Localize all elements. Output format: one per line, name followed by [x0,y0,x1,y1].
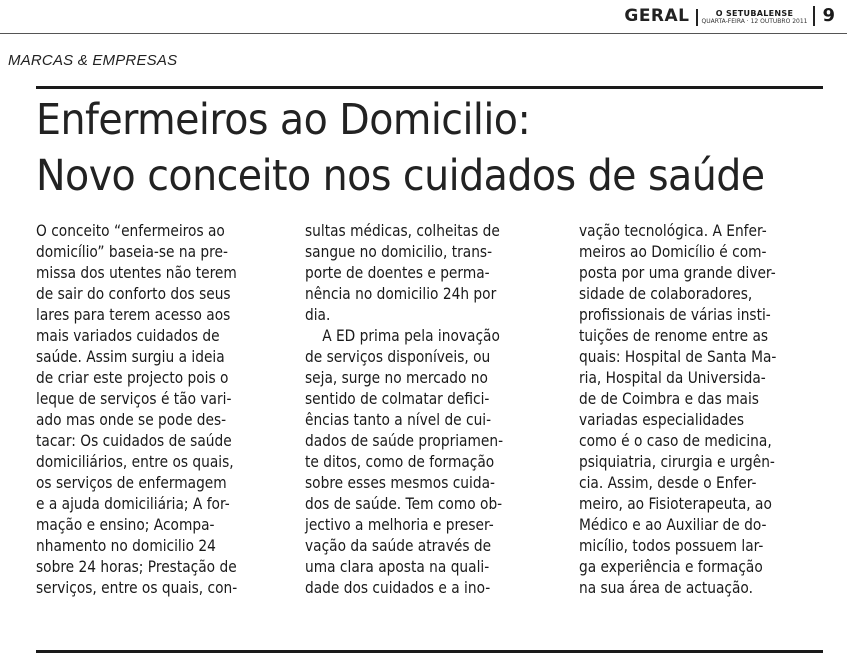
masthead [624,6,835,26]
text-line: A ED prima pela inovação [322,326,500,345]
text-line: mação e ensino; Acompa- [36,515,215,534]
text-line: sentido de colmatar defici- [305,389,490,408]
text-line: ado mas onde se pode des- [36,410,227,429]
publication-name: O SETUBALENSE [715,9,794,18]
text-line: vação tecnológica. A Enfer- [579,221,767,240]
page-number: 9 [813,6,835,26]
headline-top-rule [36,86,823,89]
headline-line-1: Enfermeiros ao Domicilio: [36,95,531,145]
text-line: variadas especialidades [579,410,745,429]
text-line: dados de saúde propriamen- [305,431,504,450]
article-bottom-rule [36,650,823,653]
text-line: e a ajuda domiciliária; A for- [36,494,230,513]
text-line: na sua área de actuação. [579,578,753,597]
text-line: te ditos, como de formação [305,452,495,471]
text-line: tacar: Os cuidados de saúde [36,431,232,450]
text-line: dia. [305,305,331,324]
text-line: psiquiatria, cirurgia e urgên- [579,452,775,471]
text-line: missa dos utentes não terem [36,263,237,282]
text-line: os serviços de enfermagem [36,473,227,492]
text-line: vação da saúde através de [305,536,492,555]
text-line: de criar este projecto pois o [36,368,229,387]
publication-date: QUARTA-FEIRA · 12 OUTUBRO 2011 [701,18,808,25]
text-line: domicílio” baseia-se na pre- [36,242,228,261]
publication-block [696,9,808,26]
text-line: lares para terem acesso aos [36,305,231,324]
text-line: cia. Assim, desde o Enfer- [579,473,757,492]
text-line: sultas médicas, colheitas de [305,221,500,240]
headline-line-2: Novo conceito nos cuidados de saúde [36,151,765,201]
header-divider [0,33,847,34]
text-line: meiro, ao Fisioterapeuta, ao [579,494,772,513]
text-line: saúde. Assim surgiu a ideia [36,347,225,366]
text-line: sobre esses mesmos cuida- [305,473,495,492]
text-line: leque de serviços é tão vari- [36,389,232,408]
text-line: micílio, todos possuem lar- [579,536,764,555]
text-line: ências tanto a nível de cui- [305,410,492,429]
text-line: seja, surge no mercado no [305,368,488,387]
text-line: domiciliários, entre os quais, [36,452,234,471]
text-line: nência no domicilio 24h por [305,284,497,303]
text-line: O conceito “enfermeiros ao [36,221,225,240]
text-line: jectivo a melhoria e preser- [305,515,494,534]
text-line: ria, Hospital da Universida- [579,368,766,387]
text-line: dos de saúde. Tem como ob- [305,494,503,513]
text-line: dade dos cuidados e a ino- [305,578,491,597]
text-line: profissionais de várias insti- [579,305,771,324]
article-column-1 [36,220,280,598]
text-line: porte de doentes e perma- [305,263,490,282]
text-line: quais: Hospital de Santa Ma- [579,347,777,366]
text-line: serviços, entre os quais, con- [36,578,238,597]
text-line: de de Coimbra e das mais [579,389,759,408]
section-name: GERAL [624,6,690,26]
text-line: mais variados cuidados de [36,326,220,345]
text-line: sobre 24 horas; Prestação de [36,557,237,576]
article-column-3 [579,220,825,598]
text-line: de sair do conforto dos seus [36,284,231,303]
text-line: uma clara aposta na quali- [305,557,490,576]
text-line: tuições de renome entre as [579,326,769,345]
text-line: Médico e ao Auxiliar de do- [579,515,767,534]
text-line: posta por uma grande diver- [579,263,776,282]
text-line: sangue no domicilio, trans- [305,242,493,261]
article-column-2 [305,220,553,598]
text-line: nhamento no domicilio 24 [36,536,216,555]
article-headline [36,92,772,204]
text-line: meiros ao Domicílio é com- [579,242,767,261]
text-line: como é o caso de medicina, [579,431,772,450]
text-line: de serviços disponíveis, ou [305,347,491,366]
section-kicker: MARCAS & EMPRESAS [8,52,178,69]
text-line: ga experiência e formação [579,557,763,576]
text-line: sidade de colaboradores, [579,284,753,303]
